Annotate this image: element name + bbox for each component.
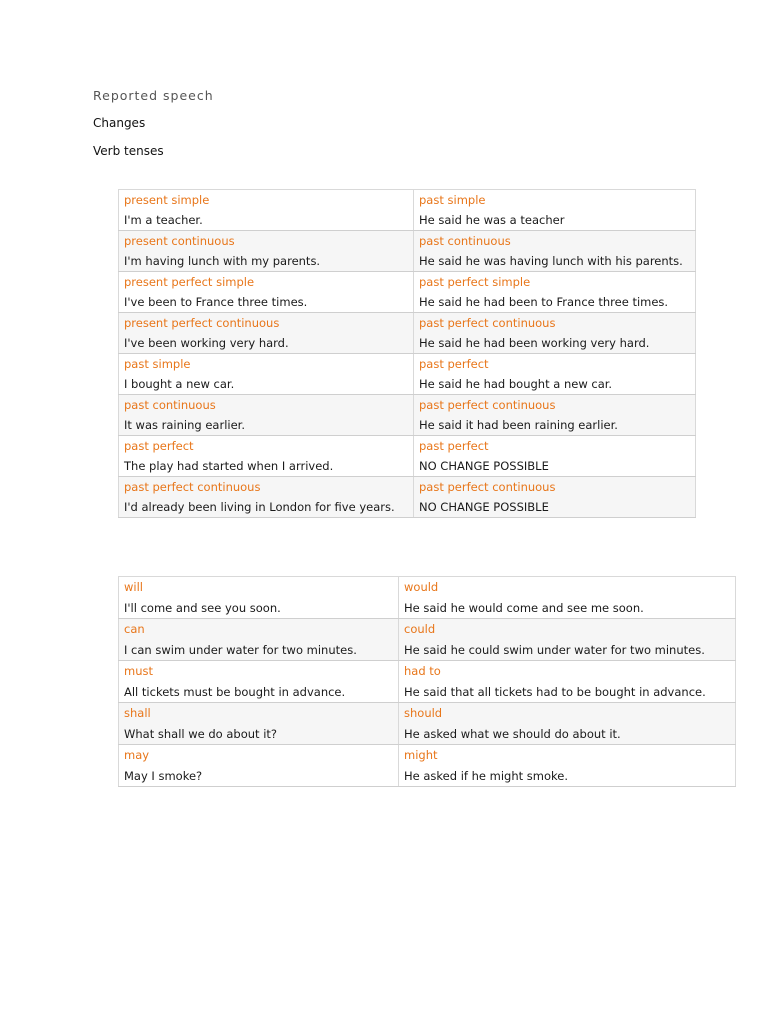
direct-form-label: present perfect continuous [119,313,414,334]
reported-form-label: past perfect continuous [414,395,696,416]
modal-example-row [119,597,736,619]
direct-form-label: past perfect continuous [119,477,414,498]
modal-example-row [119,639,736,661]
reported-speech-example: NO CHANGE POSSIBLE [414,456,696,477]
modal-label-row [119,619,736,640]
tense-example-row [119,333,696,354]
tense-example-row [119,251,696,272]
direct-speech-example: I've been working very hard. [119,333,414,354]
tense-example-row [119,210,696,231]
tense-label-row [119,190,696,211]
reported-form-label: past simple [414,190,696,211]
direct-speech-example: All tickets must be bought in advance. [119,681,399,703]
modal-label-row [119,703,736,724]
tense-example-row [119,456,696,477]
modal-verb-table [118,576,736,787]
direct-form-label: present continuous [119,231,414,252]
direct-speech-example: I bought a new car. [119,374,414,395]
verb-tense-table [118,189,696,518]
modal-label-row [119,661,736,682]
direct-speech-example: It was raining earlier. [119,415,414,436]
reported-form-label: had to [399,661,736,682]
tense-label-row [119,354,696,375]
reported-speech-example: He said he had bought a new car. [414,374,696,395]
reported-form-label: might [399,745,736,766]
reported-speech-example: He said it had been raining earlier. [414,415,696,436]
reported-speech-example: He said he had been to France three times. [414,292,696,313]
direct-speech-example: I can swim under water for two minutes. [119,639,399,661]
reported-speech-example: He asked what we should do about it. [399,723,736,745]
heading-verb-tenses: Verb tenses [93,144,164,158]
direct-speech-example: I'd already been living in London for five years. [119,497,414,518]
tense-example-row [119,497,696,518]
reported-speech-example: He said he could swim under water for two minutes. [399,639,736,661]
direct-speech-example: I'm having lunch with my parents. [119,251,414,272]
tense-label-row [119,477,696,498]
reported-form-label: past continuous [414,231,696,252]
direct-speech-example: What shall we do about it? [119,723,399,745]
tense-label-row [119,436,696,457]
reported-form-label: past perfect simple [414,272,696,293]
modal-label-row [119,745,736,766]
direct-form-label: must [119,661,399,682]
direct-form-label: past perfect [119,436,414,457]
tense-label-row [119,272,696,293]
reported-speech-example: He said he was a teacher [414,210,696,231]
direct-speech-example: May I smoke? [119,765,399,787]
reported-form-label: could [399,619,736,640]
tense-example-row [119,374,696,395]
direct-speech-example: I've been to France three times. [119,292,414,313]
reported-speech-example: He asked if he might smoke. [399,765,736,787]
direct-form-label: present simple [119,190,414,211]
reported-form-label: would [399,577,736,598]
reported-form-label: past perfect [414,436,696,457]
tense-example-row [119,415,696,436]
reported-form-label: past perfect continuous [414,477,696,498]
modal-example-row [119,681,736,703]
direct-form-label: will [119,577,399,598]
direct-speech-example: The play had started when I arrived. [119,456,414,477]
tense-example-row [119,292,696,313]
tense-label-row [119,395,696,416]
direct-form-label: past simple [119,354,414,375]
direct-form-label: may [119,745,399,766]
direct-speech-example: I'm a teacher. [119,210,414,231]
direct-form-label: shall [119,703,399,724]
tense-label-row [119,313,696,334]
direct-form-label: can [119,619,399,640]
reported-speech-example: He said he had been working very hard. [414,333,696,354]
reported-form-label: past perfect [414,354,696,375]
reported-speech-example: He said that all tickets had to be bought in advance. [399,681,736,703]
reported-form-label: past perfect continuous [414,313,696,334]
reported-speech-example: NO CHANGE POSSIBLE [414,497,696,518]
reported-speech-example: He said he would come and see me soon. [399,597,736,619]
reported-form-label: should [399,703,736,724]
direct-form-label: past continuous [119,395,414,416]
modal-example-row [119,765,736,787]
tense-label-row [119,231,696,252]
direct-form-label: present perfect simple [119,272,414,293]
heading-changes: Changes [93,116,146,130]
modal-label-row [119,577,736,598]
reported-speech-example: He said he was having lunch with his parents. [414,251,696,272]
modal-example-row [119,723,736,745]
document-title: Reported speech [93,88,214,103]
direct-speech-example: I'll come and see you soon. [119,597,399,619]
